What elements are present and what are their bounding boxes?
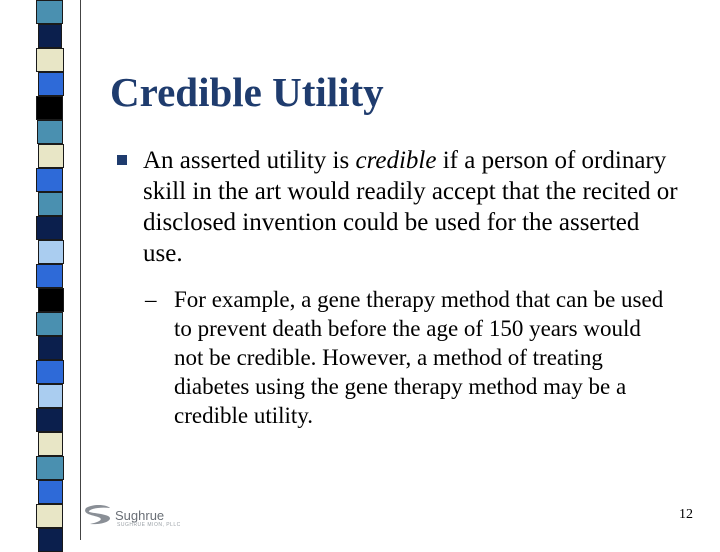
stripe-block bbox=[36, 312, 63, 336]
stripe-block bbox=[38, 384, 63, 408]
bullet-text-emphasis: credible bbox=[355, 147, 437, 174]
stripe-block bbox=[36, 48, 64, 72]
stripe-block bbox=[38, 336, 63, 360]
page-number: 12 bbox=[679, 507, 693, 522]
stripe-block bbox=[37, 120, 63, 144]
stripe-block bbox=[36, 360, 64, 384]
stripe-block bbox=[36, 168, 63, 192]
bullet-text bbox=[143, 145, 683, 269]
stripe-block bbox=[38, 144, 64, 168]
stripe-block bbox=[38, 72, 64, 96]
stripe-block bbox=[36, 504, 63, 528]
stripe-block bbox=[36, 0, 63, 24]
stripe-block bbox=[38, 480, 63, 504]
slide-title: Credible Utility bbox=[110, 69, 384, 115]
sub-bullet-dash: – bbox=[145, 287, 157, 312]
stripe-block bbox=[36, 456, 64, 480]
stripe-block bbox=[38, 288, 64, 312]
decorative-block-stripe bbox=[0, 0, 120, 540]
bullet-text-post: if a person of ordinary skill in the art would readily accept that the recited or disclosed invention could be used for the asserted use. bbox=[143, 147, 678, 267]
stripe-block bbox=[38, 240, 64, 264]
stripe-block bbox=[36, 96, 63, 120]
vertical-rule bbox=[80, 0, 81, 540]
stripe-block bbox=[36, 408, 63, 432]
bullet-text-pre: An asserted utility is bbox=[143, 147, 356, 174]
stripe-block bbox=[36, 216, 63, 240]
stripe-block bbox=[36, 264, 63, 288]
square-bullet-icon bbox=[117, 155, 127, 165]
stripe-block bbox=[38, 24, 62, 48]
sub-bullet-text: For example, a gene therapy method that can be used to prevent death before the age of 150 years would not be credible. However, a method of treating diabetes using the gene therapy method may be a credible utility. bbox=[174, 287, 664, 428]
logo-wordmark: Sughrue bbox=[115, 508, 165, 523]
stripe-block bbox=[38, 432, 63, 456]
stripe-block bbox=[38, 192, 63, 216]
logo-tagline: SUGHRUE MION, PLLC bbox=[117, 522, 181, 528]
stripe-block bbox=[38, 528, 63, 552]
